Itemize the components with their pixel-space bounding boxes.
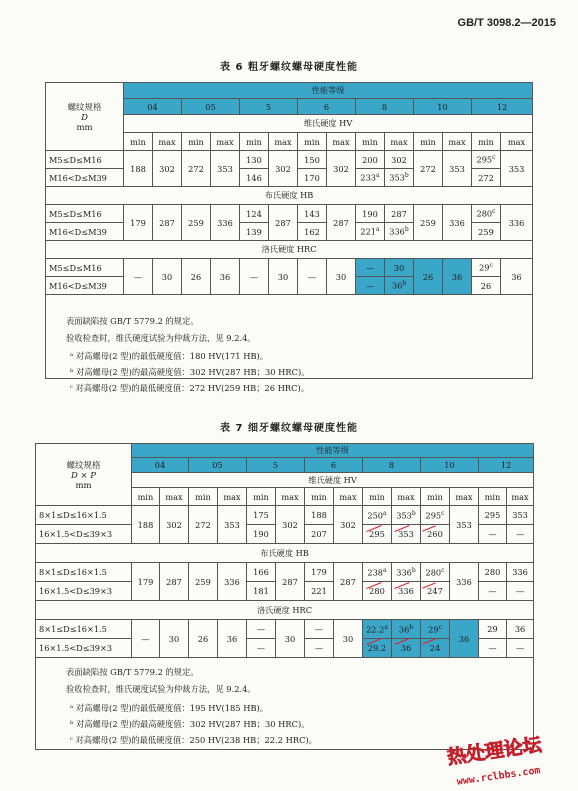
grade-10: 10: [414, 99, 472, 115]
cell: 166: [247, 563, 276, 582]
cell: 280: [479, 563, 507, 582]
cell: 336: [211, 205, 240, 241]
grade-6: 6: [305, 458, 363, 473]
note-2: 验收检查时，维氏硬度试验为仲裁方法，见 9.2.4。: [66, 333, 256, 343]
row-label: 8×1≤D≤16×1.5: [36, 620, 132, 639]
spec-header: [46, 83, 124, 151]
min-head: min: [247, 488, 276, 506]
cell: 259: [182, 205, 211, 241]
max-head: max: [392, 488, 421, 506]
cell: 221$^a$: [356, 223, 385, 241]
cell: —: [247, 639, 276, 658]
cell: 287: [334, 563, 363, 601]
min-head: min: [356, 133, 385, 151]
cell: 175: [247, 506, 276, 525]
footnote-b: ᵇ 对高螺母(2 型)的最高硬度值：302 HV(287 HB；30 HRC)。: [70, 719, 310, 729]
cell: 353: [392, 525, 421, 544]
cell: 336: [392, 582, 421, 601]
min-head: min: [363, 488, 392, 506]
cell: 287: [269, 205, 298, 241]
svg-text:www.rclbbs.com: www.rclbbs.com: [456, 765, 542, 786]
cell: 36: [501, 259, 533, 295]
cell: 260: [421, 525, 450, 544]
row-label: M5≤D≤M16: [46, 259, 124, 277]
grade-8: 8: [363, 458, 421, 473]
grade-12: 12: [472, 99, 533, 115]
cell: 188: [132, 506, 160, 544]
cell: 162: [298, 223, 327, 241]
hrc-label: 洛氏硬度 HRC: [46, 241, 533, 259]
cell: 287: [327, 205, 356, 241]
max-head: max: [327, 133, 356, 151]
cell: 36: [218, 620, 247, 658]
cell: 207: [305, 525, 334, 544]
note-1: 表面缺陷按 GB/T 5779.2 的规定。: [66, 316, 199, 326]
cell: 30: [160, 620, 189, 658]
cell: 188: [305, 506, 334, 525]
cell: 287: [153, 205, 182, 241]
cell: 36: [443, 259, 472, 295]
cell: 26: [414, 259, 443, 295]
cell: 247: [421, 582, 450, 601]
max-head: max: [276, 488, 305, 506]
cell: 150: [298, 151, 327, 169]
footnote-c: ᶜ 对高螺母(2 型)的最低硬度值：250 HV(238 HB；22.2 HRC)。: [70, 735, 317, 745]
cell: 353: [450, 506, 479, 544]
row-label: M16<D≤M39: [46, 277, 124, 295]
max-head: max: [507, 488, 534, 506]
cell: 259: [189, 563, 218, 601]
cell: 29.2: [363, 639, 392, 658]
grade-5: 5: [240, 99, 298, 115]
min-head: min: [421, 488, 450, 506]
cell: 190: [356, 205, 385, 223]
hrc-label: 洛氏硬度 HRC: [36, 601, 534, 620]
forum-watermark: [444, 730, 564, 786]
cell: 336: [218, 563, 247, 601]
cell: 36: [211, 259, 240, 295]
cell: 336: [450, 563, 479, 601]
cell: 146: [240, 169, 269, 187]
cell: 302: [334, 506, 363, 544]
cell: 295$^c$: [421, 506, 450, 525]
cell: 179: [132, 563, 160, 601]
cell: 353$^b$: [392, 506, 421, 525]
grade-04: 04: [124, 99, 182, 115]
cell: 221: [305, 582, 334, 601]
cell: 238$^a$: [363, 563, 392, 582]
cell: 250$^a$: [363, 506, 392, 525]
max-head: max: [269, 133, 298, 151]
cell: —: [240, 259, 269, 295]
cell: 302: [276, 506, 305, 544]
grade-05: 05: [189, 458, 247, 473]
cell: —: [507, 525, 534, 544]
cell: 336: [501, 205, 533, 241]
cell: 353$^b$: [385, 169, 414, 187]
row-label: 16×1.5<D≤39×3: [36, 582, 132, 601]
cell: 29$^c$: [421, 620, 450, 639]
min-head: min: [132, 488, 160, 506]
cell: 233$^a$: [356, 169, 385, 187]
cell: 280$^c$: [472, 205, 501, 223]
cell: 336$^b$: [392, 563, 421, 582]
cell: 30: [327, 259, 356, 295]
max-head: max: [211, 133, 240, 151]
cell: 170: [298, 169, 327, 187]
document-code: GB/T 3098.2—2015: [457, 17, 556, 29]
cell: 302: [153, 151, 182, 187]
row-label: 8×1≤D≤16×1.5: [36, 563, 132, 582]
cell: 287: [276, 563, 305, 601]
table-6-caption: 表 6 粗牙螺纹螺母硬度性能: [220, 62, 358, 73]
cell: 22.2$^a$: [363, 620, 392, 639]
max-head: max: [443, 133, 472, 151]
hv-label: 维氏硬度 HV: [124, 115, 533, 133]
max-head: max: [218, 488, 247, 506]
cell: —: [479, 582, 507, 601]
cell: 353: [507, 506, 534, 525]
note-2: 验收检查时，维氏硬度试验为仲裁方法，见 9.2.4。: [66, 684, 256, 694]
cell: 272: [189, 506, 218, 544]
svg-text:热处理论坛: 热处理论坛: [445, 733, 544, 769]
grade-04: 04: [132, 458, 189, 473]
cell: 26: [189, 620, 218, 658]
cell: —: [479, 639, 507, 658]
cell: 190: [247, 525, 276, 544]
min-head: min: [472, 133, 501, 151]
cell: 143: [298, 205, 327, 223]
cell: 24: [421, 639, 450, 658]
cell: —: [356, 277, 385, 295]
cell: 280$^c$: [421, 563, 450, 582]
cell: 272: [414, 151, 443, 187]
cell: 302: [160, 506, 189, 544]
cell: 302: [327, 151, 356, 187]
cell: 302: [269, 151, 298, 187]
hv-label: 维氏硬度 HV: [132, 473, 534, 488]
cell: 29: [479, 620, 507, 639]
cell: —: [305, 620, 334, 639]
cell: 181: [247, 582, 276, 601]
cell: 30: [385, 259, 414, 277]
min-head: min: [189, 488, 218, 506]
cell: 295$^c$: [472, 151, 501, 169]
cell: 287: [385, 205, 414, 223]
cell: 36$^b$: [385, 277, 414, 295]
spec-header: [36, 444, 132, 506]
cell: 124: [240, 205, 269, 223]
row-label: M5≤D≤M16: [46, 151, 124, 169]
cell: 353: [501, 151, 533, 187]
cell: 259: [414, 205, 443, 241]
min-head: min: [298, 133, 327, 151]
footnote-a: ᵃ 对高螺母(2 型)的最低硬度值：180 HV(171 HB)。: [70, 351, 269, 361]
cell: —: [305, 639, 334, 658]
min-head: min: [414, 133, 443, 151]
cell: 36: [392, 639, 421, 658]
cell: 200: [356, 151, 385, 169]
cell: 179: [305, 563, 334, 582]
grade-header: 性能等级: [124, 83, 533, 99]
grade-10: 10: [421, 458, 479, 473]
cell: —: [507, 639, 534, 658]
watermark-graphic: [444, 730, 564, 786]
cell: 302: [385, 151, 414, 169]
cell: 26: [182, 259, 211, 295]
min-head: min: [240, 133, 269, 151]
cell: 36: [450, 620, 479, 658]
grade-12: 12: [479, 458, 534, 473]
cell: —: [132, 620, 160, 658]
footnote-c: ᶜ 对高螺母(2 型)的最低硬度值：272 HV(259 HB；26 HRC)。: [70, 383, 310, 393]
cell: 336: [507, 563, 534, 582]
cell: 36: [507, 620, 534, 639]
cell: 295: [363, 525, 392, 544]
cell: 188: [124, 151, 153, 187]
max-head: max: [160, 488, 189, 506]
min-head: min: [305, 488, 334, 506]
cell: —: [124, 259, 153, 295]
grade-6: 6: [298, 99, 356, 115]
cell: —: [356, 259, 385, 277]
footnote-b: ᵇ 对高螺母(2 型)的最高硬度值：302 HV(287 HB；30 HRC)。: [70, 367, 310, 377]
cell: 179: [124, 205, 153, 241]
cell: 30: [153, 259, 182, 295]
cell: —: [298, 259, 327, 295]
cell: 272: [182, 151, 211, 187]
cell: 26: [472, 277, 501, 295]
cell: 280: [363, 582, 392, 601]
row-label: 16×1.5<D≤39×3: [36, 525, 132, 544]
row-label: M16<D≤M39: [46, 223, 124, 241]
spec-symbol: D: [81, 112, 88, 123]
cell: —: [479, 525, 507, 544]
max-head: max: [334, 488, 363, 506]
cell: 295: [479, 506, 507, 525]
spec-symbol: D × P: [70, 470, 97, 481]
row-label: M16<D≤M39: [46, 169, 124, 187]
cell: 336: [443, 205, 472, 241]
row-label: M5≤D≤M16: [46, 205, 124, 223]
cell: 353: [218, 506, 247, 544]
grade-05: 05: [182, 99, 240, 115]
min-head: min: [124, 133, 153, 151]
spec-unit: mm: [75, 480, 92, 491]
cell: 36$^b$: [392, 620, 421, 639]
cell: 353: [211, 151, 240, 187]
row-label: 8×1≤D≤16×1.5: [36, 506, 132, 525]
max-head: max: [501, 133, 533, 151]
cell: 29$^c$: [472, 259, 501, 277]
min-head: min: [479, 488, 507, 506]
cell: 130: [240, 151, 269, 169]
max-head: max: [450, 488, 479, 506]
spec-label: 螺纹规格: [67, 102, 102, 113]
footnote-a: ᵃ 对高螺母(2 型)的最低硬度值：195 HV(185 HB)。: [70, 703, 269, 713]
spec-unit: mm: [76, 122, 93, 133]
cell: 139: [240, 223, 269, 241]
cell: 30: [276, 620, 305, 658]
cell: 353: [443, 151, 472, 187]
cell: —: [247, 620, 276, 639]
note-1: 表面缺陷按 GB/T 5779.2 的规定。: [66, 667, 199, 677]
cell: 336$^b$: [385, 223, 414, 241]
min-head: min: [182, 133, 211, 151]
cell: 272: [472, 169, 501, 187]
spec-label: 螺纹规格: [66, 460, 101, 471]
grade-8: 8: [356, 99, 414, 115]
cell: 259: [472, 223, 501, 241]
grade-header: 性能等级: [132, 444, 534, 458]
max-head: max: [385, 133, 414, 151]
row-label: 16×1.5<D≤39×3: [36, 639, 132, 658]
cell: 30: [334, 620, 363, 658]
grade-5: 5: [247, 458, 305, 473]
max-head: max: [153, 133, 182, 151]
cell: 287: [160, 563, 189, 601]
cell: —: [507, 582, 534, 601]
cell: 30: [269, 259, 298, 295]
table-7-caption: 表 7 细牙螺纹螺母硬度性能: [220, 423, 358, 434]
hb-label: 布氏硬度 HB: [46, 187, 533, 205]
hb-label: 布氏硬度 HB: [36, 544, 534, 563]
